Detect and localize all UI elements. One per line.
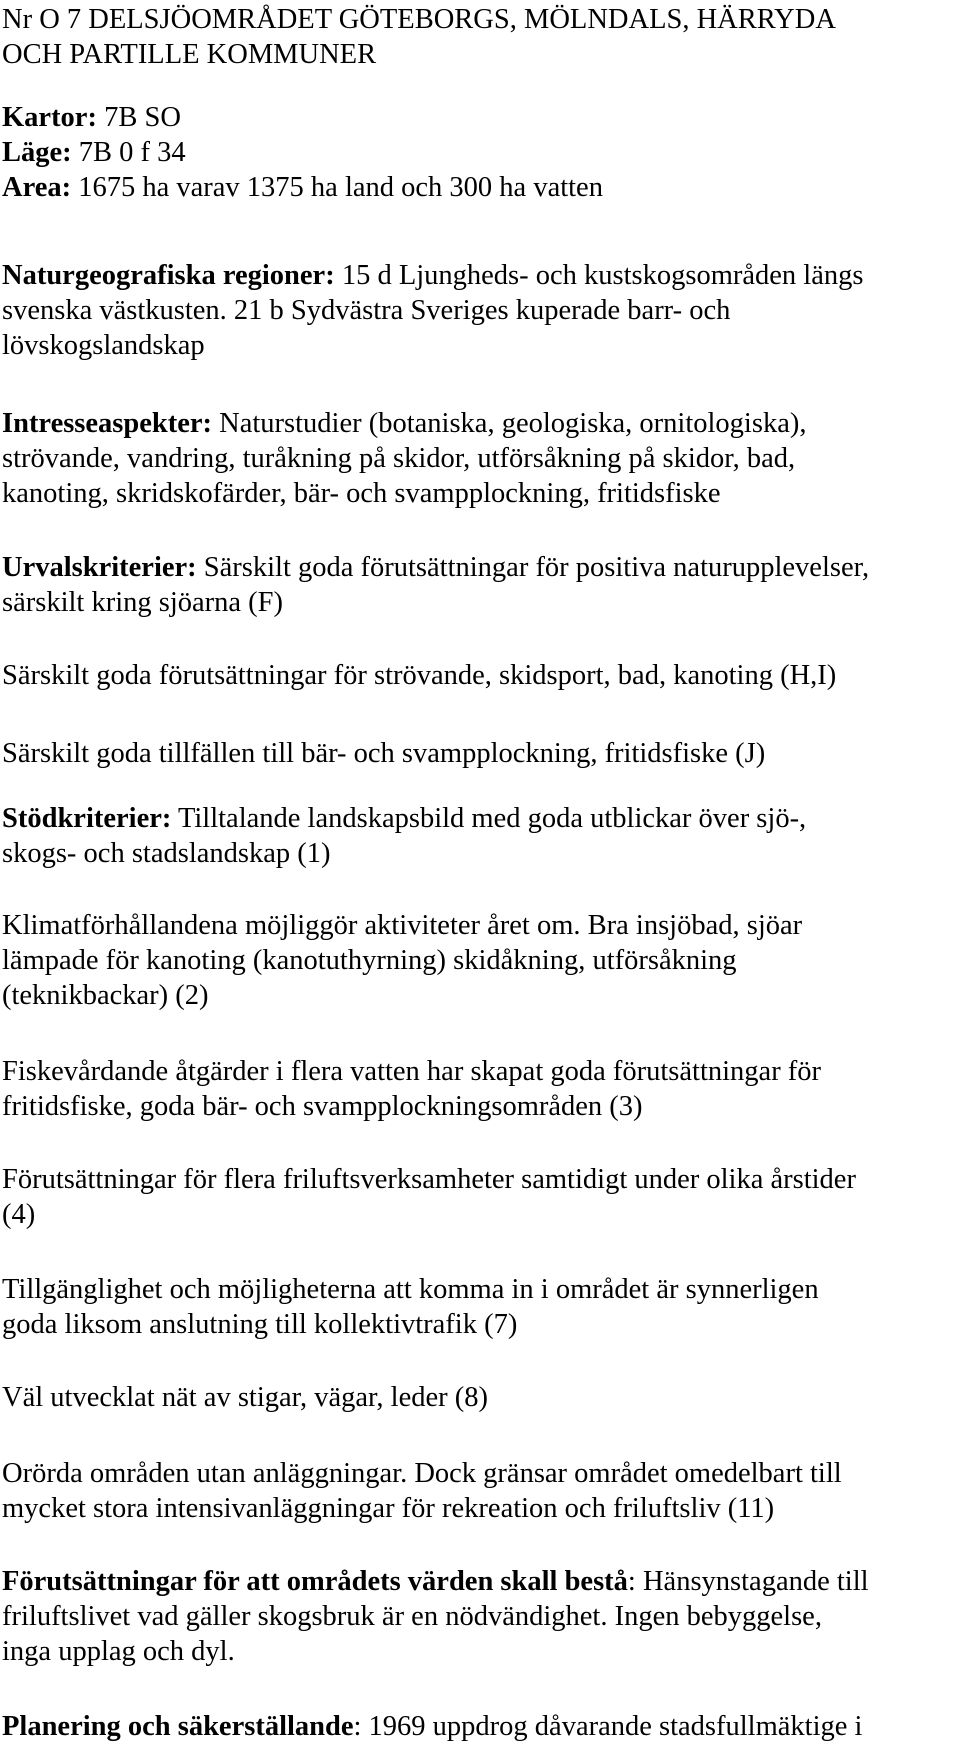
orord-paragraph: Orörda områden utan anläggningar. Dock gränsar området omedelbart till mycket stora intensivanläggningar för rekreation och friluftsliv (11) [2,1458,842,1524]
bestaende-label: Förutsättningar för att områdets värden skall bestå [2,1566,628,1597]
lage-value: 7B 0 f 34 [71,137,186,168]
intresseaspekter-label: Intresseaspekter: [2,408,213,439]
fiske-paragraph: Fiskevårdande åtgärder i flera vatten har skapat goda förutsättningar för fritidsfiske, goda bär- och svampplockningsområden (3) [2,1056,822,1122]
urvalskriterier-label: Urvalskriterier: [2,552,197,583]
area-row [2,170,958,205]
forutsattningar-paragraph: Förutsättningar för flera friluftsverksamheter samtidigt under olika årstider (4) [2,1164,856,1230]
bestaende-text: inga upplag och dyl. [2,1636,235,1667]
document-title [2,2,958,72]
klimat-paragraph: Klimatförhållandena möjliggör aktiviteter året om. Bra insjöbad, sjöar lämpade för kanoting (kanotuthyrning) skidåkning, utförsåkning (teknikbackar) (2) [2,910,803,1011]
stigar-paragraph: Väl utvecklat nät av stigar, vägar, leder (8) [2,1382,488,1413]
stodkriterier-section [2,801,958,871]
intresseaspekter-text: kanoting, skridskofärder, bär- och svampplockning, fritidsfiske [2,478,721,509]
naturgeografiska-text: 15 d Ljungheds- och kustskogsområden längs [334,260,864,291]
intresseaspekter-text: Naturstudier (botaniska, geologiska, ornitologiska), [212,408,807,439]
kartor-row [2,100,958,135]
bestaende-section [2,1564,958,1669]
urvalskriterier-text: Särskilt goda förutsättningar för positiva naturupplevelser, [196,552,870,583]
bestaende-text: friluftslivet vad gäller skogsbruk är en nödvändighet. Ingen bebyggelse, [2,1601,822,1632]
kartor-label: Kartor: [2,102,97,133]
planering-section [2,1709,958,1743]
area-label: Area: [2,172,72,203]
urvalskriterier-paragraph: Särskilt goda tillfällen till bär- och svampplockning, fritidsfiske (J) [2,738,766,769]
lage-row [2,135,958,170]
naturgeografiska-label: Naturgeografiska regioner: [2,260,335,291]
title-line: OCH PARTILLE KOMMUNER [2,39,377,70]
naturgeografiska-text: lövskogslandskap [2,330,205,361]
stodkriterier-text: Tilltalande landskapsbild med goda utblickar över sjö-, [171,803,807,834]
urvalskriterier-text: särskilt kring sjöarna (F) [2,587,283,618]
stodkriterier-label: Stödkriterier: [2,803,172,834]
kartor-value: 7B SO [96,102,181,133]
tillganglighet-paragraph: Tillgänglighet och möjligheterna att komma in i området är synnerligen goda liksom anslutning till kollektivtrafik (7) [2,1274,819,1340]
area-value: 1675 ha varav 1375 ha land och 300 ha vatten [71,172,603,203]
intresseaspekter-text: strövande, vandring, turåkning på skidor, utförsåkning på skidor, bad, [2,443,796,474]
urvalskriterier-section [2,550,958,620]
planering-text: : 1969 uppdrog dåvarande stadsfullmäktige i [353,1711,863,1742]
map-info [2,100,958,205]
bestaende-text: : Hänsynstagande till [627,1566,869,1597]
intresseaspekter-section [2,406,958,511]
title-line: Nr O 7 DELSJÖOMRÅDET GÖTEBORGS, MÖLNDALS, HÄRRYDA [2,4,836,35]
naturgeografiska-section [2,258,958,363]
stodkriterier-text: skogs- och stadslandskap (1) [2,838,331,869]
urvalskriterier-paragraph: Särskilt goda förutsättningar för strövande, skidsport, bad, kanoting (H,I) [2,660,837,691]
planering-label: Planering och säkerställande [2,1711,354,1742]
naturgeografiska-text: svenska västkusten. 21 b Sydvästra Sveriges kuperade barr- och [2,295,731,326]
lage-label: Läge: [2,137,72,168]
